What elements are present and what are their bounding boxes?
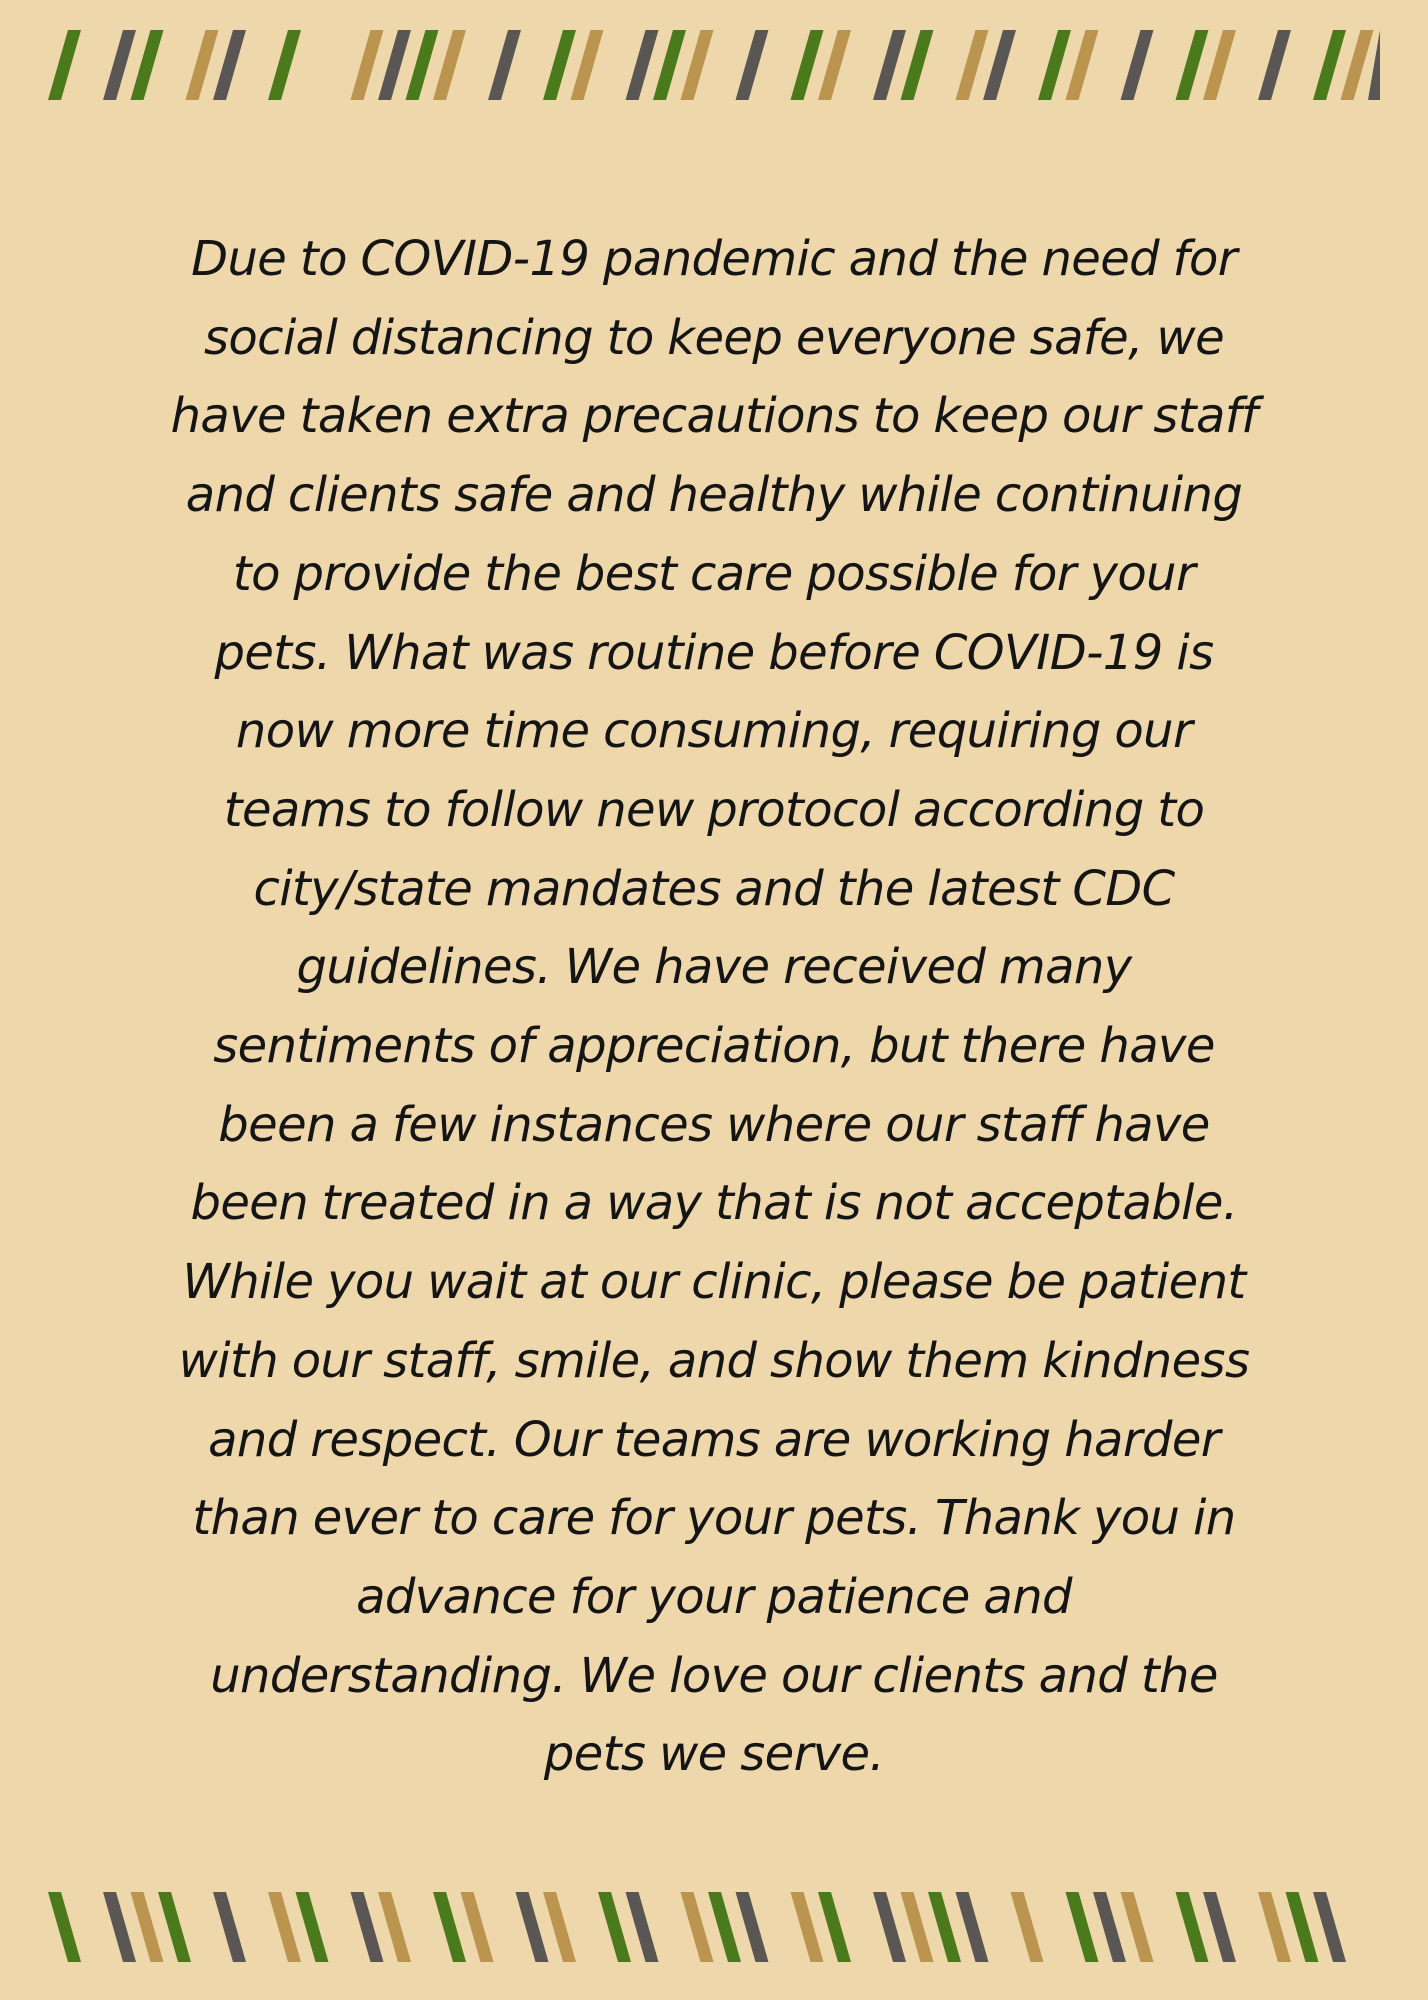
stripe — [186, 30, 219, 100]
stripe — [268, 1892, 301, 1962]
stripe — [543, 30, 576, 100]
stripe — [708, 1892, 741, 1962]
stripe — [901, 30, 934, 100]
stripe — [1066, 30, 1099, 100]
stripe — [1121, 30, 1154, 100]
stripe — [681, 1892, 714, 1962]
stripe — [378, 30, 411, 100]
notice-line: and respect. Our teams are working harder — [208, 1411, 1220, 1468]
notice-line: Due to COVID-19 pandemic and the need for — [191, 231, 1237, 287]
notice-line: and clients safe and healthy while continuing — [185, 467, 1243, 524]
notice-line: pets we serve. — [543, 1726, 885, 1783]
stripe — [1176, 30, 1209, 100]
stripe — [1121, 1892, 1154, 1962]
stripe — [103, 30, 136, 100]
notice-line: been a few instances where our staff have — [218, 1096, 1210, 1153]
stripe — [406, 30, 439, 100]
stripe — [1093, 1892, 1126, 1962]
notice-line: sentiments of appreciation, but there have — [213, 1018, 1215, 1075]
bottom-stripe-graphic — [48, 1892, 1380, 1962]
stripe — [351, 30, 384, 100]
stripe — [571, 30, 604, 100]
bottom-stripe-border — [48, 1892, 1380, 1962]
notice-line: pets. What was routine before COVID-19 is — [214, 624, 1214, 681]
stripe — [158, 1892, 191, 1962]
stripe — [131, 1892, 164, 1962]
stripe — [1313, 1892, 1346, 1962]
notice-line: with our staff, smile, and show them kindness — [178, 1332, 1250, 1389]
stripe — [1203, 30, 1236, 100]
stripe — [516, 1892, 549, 1962]
stripe — [681, 30, 714, 100]
stripe — [626, 30, 659, 100]
stripe — [1258, 30, 1291, 100]
stripe — [268, 30, 301, 100]
stripe — [1038, 30, 1071, 100]
stripe — [653, 30, 686, 100]
stripe — [213, 30, 246, 100]
stripe — [213, 1892, 246, 1962]
notice-line: to provide the best care possible for your — [232, 545, 1196, 602]
stripe — [873, 30, 906, 100]
stripe — [873, 1892, 906, 1962]
notice-line: understanding. We love our clients and the — [210, 1647, 1218, 1704]
stripe — [48, 1892, 81, 1962]
stripe — [1313, 30, 1346, 100]
stripe — [1341, 30, 1374, 100]
stripe — [296, 1892, 329, 1962]
stripe — [956, 1892, 989, 1962]
notice-line: city/state mandates and the latest CDC — [253, 860, 1175, 917]
notice-line: have taken extra precautions to keep our staff — [170, 388, 1258, 445]
notice-line: While you wait at our clinic, please be patient — [182, 1254, 1246, 1311]
top-stripe-graphic — [48, 30, 1380, 100]
stripe — [598, 1892, 631, 1962]
notice-text — [120, 220, 1308, 1794]
stripe — [378, 1892, 411, 1962]
stripe — [543, 1892, 576, 1962]
notice-line: teams to follow new protocol according to — [223, 781, 1205, 838]
stripe — [461, 1892, 494, 1962]
stripe — [956, 30, 989, 100]
notice-line: social distancing to keep everyone safe, we — [203, 309, 1225, 366]
stripe — [1258, 1892, 1291, 1962]
stripe — [48, 30, 81, 100]
stripe — [626, 1892, 659, 1962]
stripe — [488, 30, 521, 100]
stripe — [131, 30, 164, 100]
notice-line: now more time consuming, requiring our — [235, 703, 1193, 760]
stripe — [791, 1892, 824, 1962]
stripe — [928, 1892, 961, 1962]
stripe — [1176, 1892, 1209, 1962]
top-stripe-border — [48, 30, 1380, 100]
stripe — [1286, 1892, 1319, 1962]
stripe — [1203, 1892, 1236, 1962]
stripe — [791, 30, 824, 100]
stripe — [736, 1892, 769, 1962]
stripe — [351, 1892, 384, 1962]
stripe — [818, 30, 851, 100]
stripe — [983, 30, 1016, 100]
stripe — [818, 1892, 851, 1962]
stripe — [433, 30, 466, 100]
stripe — [736, 30, 769, 100]
stripe — [901, 1892, 934, 1962]
notice-line: than ever to care for your pets. Thank you in — [192, 1490, 1236, 1547]
stripe — [433, 1892, 466, 1962]
notice-line: guidelines. We have received many — [296, 939, 1132, 996]
notice-line: advance for your patience and — [356, 1568, 1072, 1625]
notice-line: been treated in a way that is not acceptable. — [190, 1175, 1238, 1232]
stripe — [1011, 1892, 1044, 1962]
stripe — [1066, 1892, 1099, 1962]
stripe — [103, 1892, 136, 1962]
